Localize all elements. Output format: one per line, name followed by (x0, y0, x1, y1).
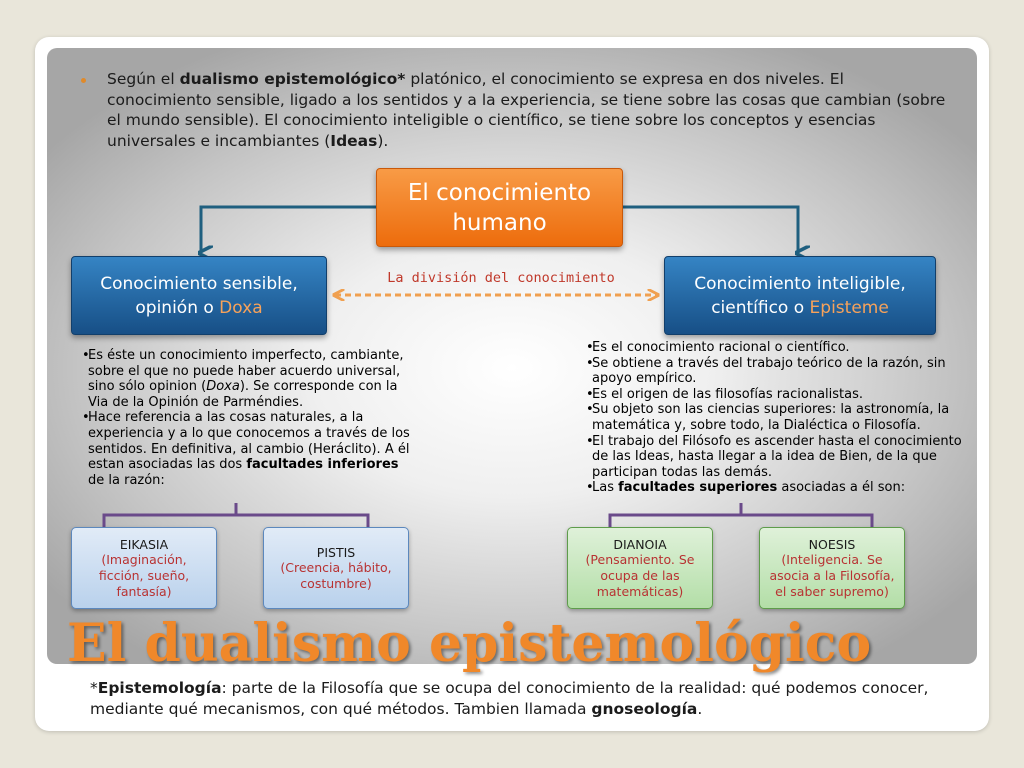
footnote-term-gnoseologia: gnoseología (591, 699, 698, 718)
footnote-term-epistemologia: Epistemología (97, 679, 222, 697)
list-item: • Hace referencia a las cosas naturales, a la experiencia y a lo que conocemos a través de los sentidos. En definitiva, al cambio (Heráclito). A él estan asociadas las dos facultades inferiores de la razón: (82, 410, 410, 488)
list-item: • Es éste un conocimiento imperfecto, cambiante, sobre el que no puede haber acuerdo universal, sino sólo opinion (Doxa). Se corresponde con la Via de la Opinión de Parméndies. (82, 348, 404, 410)
list-item: • El trabajo del Filósofo es ascender hasta el conocimiento de las Ideas, hasta llegar a la idea de Bien, de la que participan todas las demás. (586, 433, 962, 480)
bracket-superior (610, 503, 872, 527)
slide-title: El dualismo epistemológico (67, 613, 872, 674)
division-label: La división del conocimiento (387, 270, 615, 286)
intro-term-dualismo: dualismo epistemológico* (179, 70, 406, 88)
diagram-panel (47, 48, 977, 664)
intro-term-ideas: Ideas (330, 131, 378, 150)
node-conocimiento-sensible: Conocimiento sensible, opinión o Doxa (71, 256, 327, 335)
bracket-inferior (104, 503, 368, 527)
list-item: • Es el conocimiento racional o científico. (586, 340, 850, 355)
node-eikasia: EIKASIA (Imaginación, ficción, sueño, fantasía) (71, 527, 217, 609)
node-conocimiento-inteligible: Conocimiento inteligible, científico o Episteme (664, 256, 936, 335)
sensible-description-list (82, 348, 412, 488)
footnote: *Epistemología: parte de la Filosofía que se ocupa del conocimiento de la realidad: qué podemos conocer, mediante qué mecanismos, con qué métodos. Tambien llamada gnoseología. (90, 679, 929, 718)
list-item: • Su objeto son las ciencias superiores: la astronomía, la matemática y, sobre todo, la Dialéctica o Filosofía. (586, 402, 950, 433)
list-item: • Es el origen de las filosofías racionalistas. (586, 386, 863, 402)
doxa-term: Doxa (219, 297, 263, 318)
inteligible-description-list (586, 340, 966, 496)
list-item: • Las facultades superiores asociadas a él son: (586, 480, 906, 496)
episteme-term: Episteme (809, 297, 889, 318)
connector-root-to-left (201, 207, 376, 253)
list-item: • Se obtiene a través del trabajo teórico de la razón, sin apoyo empírico. (586, 355, 946, 387)
node-noesis: NOESIS (Inteligencia. Se asocia a la Filosofía, el saber supremo) (759, 527, 905, 609)
connector-root-to-right (623, 207, 798, 253)
node-dianoia: DIANOIA (Pensamiento. Se ocupa de las matemáticas) (567, 527, 713, 609)
node-conocimiento-humano: El conocimiento humano (376, 168, 623, 247)
intro-paragraph: Según el dualismo epistemológico* platónico, el conocimiento se expresa en dos niveles. El conocimiento sensible, ligado a los sentidos y a la experiencia, se tiene sobre las cosas que cambian (sobre el mundo sensible). El conocimiento inteligible o científico, se tiene sobre los conceptos y esencias universales e incambiantes (Ideas). (107, 69, 949, 151)
node-pistis: PISTIS (Creencia, hábito, costumbre) (263, 527, 409, 609)
